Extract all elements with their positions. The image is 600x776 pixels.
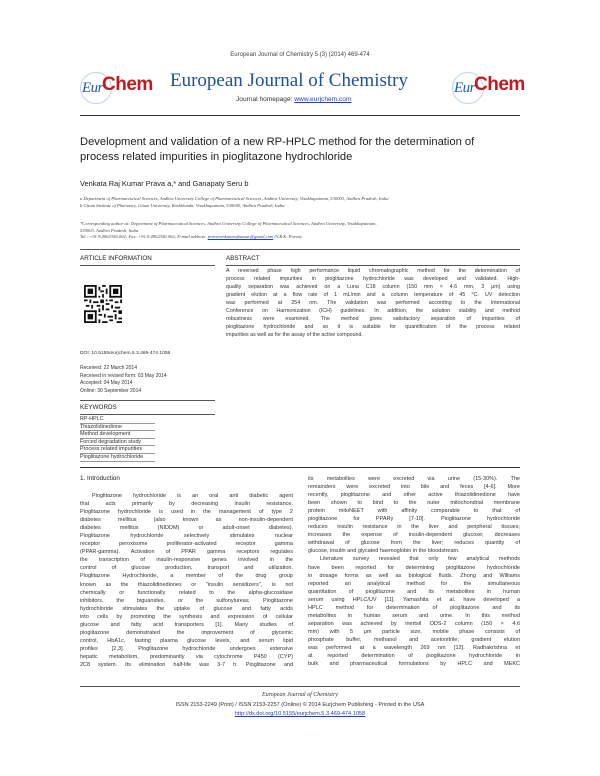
journal-title: European Journal of Chemistry [170,70,408,91]
date-revised: Received in revised form: 03 May 2014 [80,372,167,379]
journal-logo-right: Eur Chem [452,70,518,106]
masthead-rule [80,115,520,116]
keyword-item: Forced degradation study [80,439,155,447]
article-info-heading: ARTICLE INFORMATION [80,255,152,262]
abstract-text: A reversed phase high performance liquid chromatographic method for the determination of process related impurities in pioglitazone hydrochloride was developed and validated. High- quality separation was achieved on a Luna C18 column (150 mm × 4.6 mm, 3 μm) using gradient elution at a flow rate of 1 mL/min and a column temperature of 45 °C. UV detection was performed at 254 nm. The validation was performed according to the International Conference on Harmonization (ICH) guidelines. In addition, the solution stability and method robustness were examined. The method gives satisfactory separation of impurities of pioglitazone hydrochloride and so it is suitable for quantification of the process related impurities as well as for the assay of the active compound. [226,268,520,338]
keyword-item: Thiazolidinedione [80,424,155,432]
journal-logo-left: Eur Chem [80,70,146,106]
keywords-heading: KEYWORDS [80,404,117,411]
intro-heading: 1. Introduction [80,475,120,482]
author-email-link[interactable]: pravavenkatarajkumar@gmail.com [207,234,274,240]
keyword-item: Process related impurities [80,446,155,454]
keywords-list [80,416,155,462]
header-rule [80,249,520,250]
article-info-rule [80,265,215,266]
corresponding-author: *Corresponding author at: Department of Pharmaceutical Sciences, Andhra University College of Pharmaceutical Sciences, Andhra University, Visakhapatnam, 530003, Andhra Pradesh, India. Tel.: +91.9.4902356.002; Fax: +91.9.4902356.002; E-mail address: pravavenkatarajkumar@gmail.com (V.R.K. Prava). [80,221,377,240]
affiliations: a Department of Pharmaceutical Sciences, Andhra University College of Pharmaceutical Sciences, Andhra University, Visakhapatnam, 530003, Andhra Pradesh, India b Gitam Institute of Pharmacy, Gitam University, Rushikonda, Visakhapatnam, 530045, Andhra Pradesh, India [80,196,389,208]
homepage-link[interactable]: www.eurjchem.com [294,96,352,103]
keyword-item: RP‑HPLC [80,416,155,424]
abstract-rule [226,265,520,266]
article-title: Development and validation of a new RP‑HPLC method for the determination of process related impurities in pioglitazone hydrochloride [80,136,475,163]
keyword-item: Pioglitazone hydrochloride [80,454,155,462]
article-doi: DOI: 10.5155/eurjchem.5.3.469‑474.1058 [80,351,171,356]
footer-rule [80,686,520,687]
footer-journal: European Journal of Chemistry [262,692,338,698]
date-received: Received: 22 March 2014 [80,365,137,371]
date-accepted: Accepted: 04 May 2014 [80,380,133,387]
footer-doi-link[interactable]: http://dx.doi.org/10.5155/eurjchem.5.3.469‑474.1058 [234,711,366,717]
date-online: Online: 30 September 2014 [80,387,142,394]
authors: Venkata Raj Kumar Prava a,* and Ganapaty Seru b [80,179,249,188]
intro-top-rule [80,467,520,468]
keywords-rule [80,414,215,415]
journal-homepage: Journal homepage: www.eurjchem.com [236,96,352,103]
article-dates [80,365,167,395]
keyword-item: Method development [80,431,155,439]
running-header: European Journal of Chemistry 5 (3) (2014) 469‑474 [230,52,370,58]
keywords-top-rule [80,400,215,401]
intro-left-column: Pioglitazone hydrochloride is an oral anti diabetic agent that acts primarily by decreasing insulin resistance. Pioglitazone hydrochloride is used in the management of type 2 diabetes mellitus (also known as non-insulin-dependent diabetes mellitus (NIDDM) or adult-onset diabetes). Pioglitazone hydrochloride selectively stimulates nuclear receptor peroxisome proliferator-activated receptor gamma (PPAR-gamma). Activation of PPAR gamma receptors regulates the transcription of insulin-responsive genes involved in the control of glucose production, transport and utilization. Pioglitazone Hydrochloride, a member of the drug group known as the thiazolidinediones or "insulin sensitizers", is not chemically or functionally related to the alpha-glucosidase inhibitors, the biguanides, or the sulfonylureas. Pioglitazone hydrochloride stimulates the uptake of glucose and fatty acids into cells by promoting the synthesis and expression of cellular glucose and fatty acid transporters [1]. Many studies of pioglitazone demonstrated the improvement of glycemic control, HbA1c, fasting plasma glucose levels, and serum lipid profiles [2,3]. Pioglitazone hydrochloride undergoes extensive hepatic metabolism, predominantly via cytochrome P450 (CYP) 2C8 system. Its elimination half-life was 3-7 h. Pioglitazone and [80,493,293,668]
abstract-heading: ABSTRACT [226,255,260,262]
intro-right-column: its metabolites were excreted via urine (15-30%). The remainders were excreted into bile and feces [4-6]. More recently, pioglitazone and other active thiazolidinedione have been shown to bind to the outer mitochondrial membrane protein mitoNEET with affinity comparable to that of pioglitazone for PPARγ [7-10]. Pioglitazone hydrochloride reduces insulin resistance in the liver and peripheral tissues; increases the expense of insulin-dependent glucose; decreases withdrawal of glucose from the liver; reduces quantity of glucose, insulin and glycated haemoglobin in the bloodstream. Literature survey revealed that only few analytical methods have been reported for determining pioglitazone hydrochloride in dosage forms as well as biological fluids. Zhong and Williams reported an analytical method for the simultaneous quantitation of pioglitazone and its metabolites in human serum using HPLC/UV [11]. Yamashita et al. have developed a HPLC method for determination of pioglitazone and its metabolites in human serum and urine. In this method separation was achieved by inertsil ODS-2 column (150 × 4.6 mm) with 5 μm particle size, mobile phase consists of phosphate buffer, methanol and acetonitrile; gradient elution was performed at a wavelength 269 nm [12]. Radhakrishna et al. reported determination of pioglitazone hydrochloride in bulk and pharmaceutical formulations by HPLC and MEKC [308,476,520,668]
footer-issn: ISSN 2153‑2249 (Print) / ISSN 2153‑2257 (Online) © 2014 Eurjchem Publishing ‑ Printed in the USA [175,702,425,708]
qr-code [84,285,122,323]
